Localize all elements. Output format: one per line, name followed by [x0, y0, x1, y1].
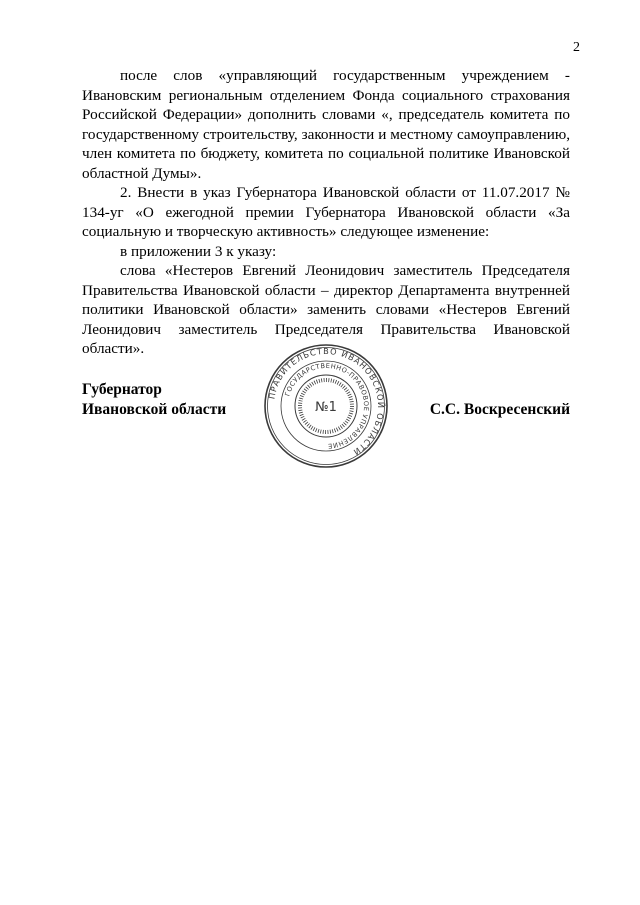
seal-center-number: №1: [315, 400, 337, 415]
page-number: 2: [573, 40, 580, 55]
official-seal: [262, 342, 390, 470]
seal-outer-text: ПРАВИТЕЛЬСТВО ИВАНОВСКОЙ ОБЛАСТИ: [266, 345, 387, 458]
paragraph-1: после слов «управляющий государственным учреждением - Ивановским региональным отделением Фонда социального страхования Российской Федерации» дополнить словами «, председатель комитета по государственному строительству, законности и местному самоуправлению, член комитета по бюджету, комитета по социальной политике Ивановской областной Думы».: [82, 67, 570, 182]
signatory-name: С.С. Воскресенский: [429, 400, 570, 418]
paragraph-3: в приложении 3 к указу:: [120, 242, 277, 260]
signatory-title-line-2: Ивановской области: [82, 400, 227, 418]
signatory-title: [82, 380, 226, 419]
document-body: [82, 66, 570, 359]
signature-block: [82, 345, 570, 470]
paragraph-4: слова «Нестеров Евгений Леонидович заместитель Председателя Правительства Ивановской области – директор Департамента внутренней политики Ивановской области» заменить словами «Нестеров Евгений Леонидович заместитель Председателя Правительства Ивановской области».: [82, 262, 570, 357]
signatory-title-line-1: Губернатор: [82, 381, 162, 398]
seal-inner-text: ГОСУДАРСТВЕННО-ПРАВОВОЕ УПРАВЛЕНИЕ: [283, 361, 371, 451]
paragraph-2: 2. Внести в указ Губернатора Ивановской области от 11.07.2017 № 134-уг «О ежегодной премии Губернатора Ивановской области «За социальную и творческую активность» следующее изменение:: [82, 184, 570, 240]
